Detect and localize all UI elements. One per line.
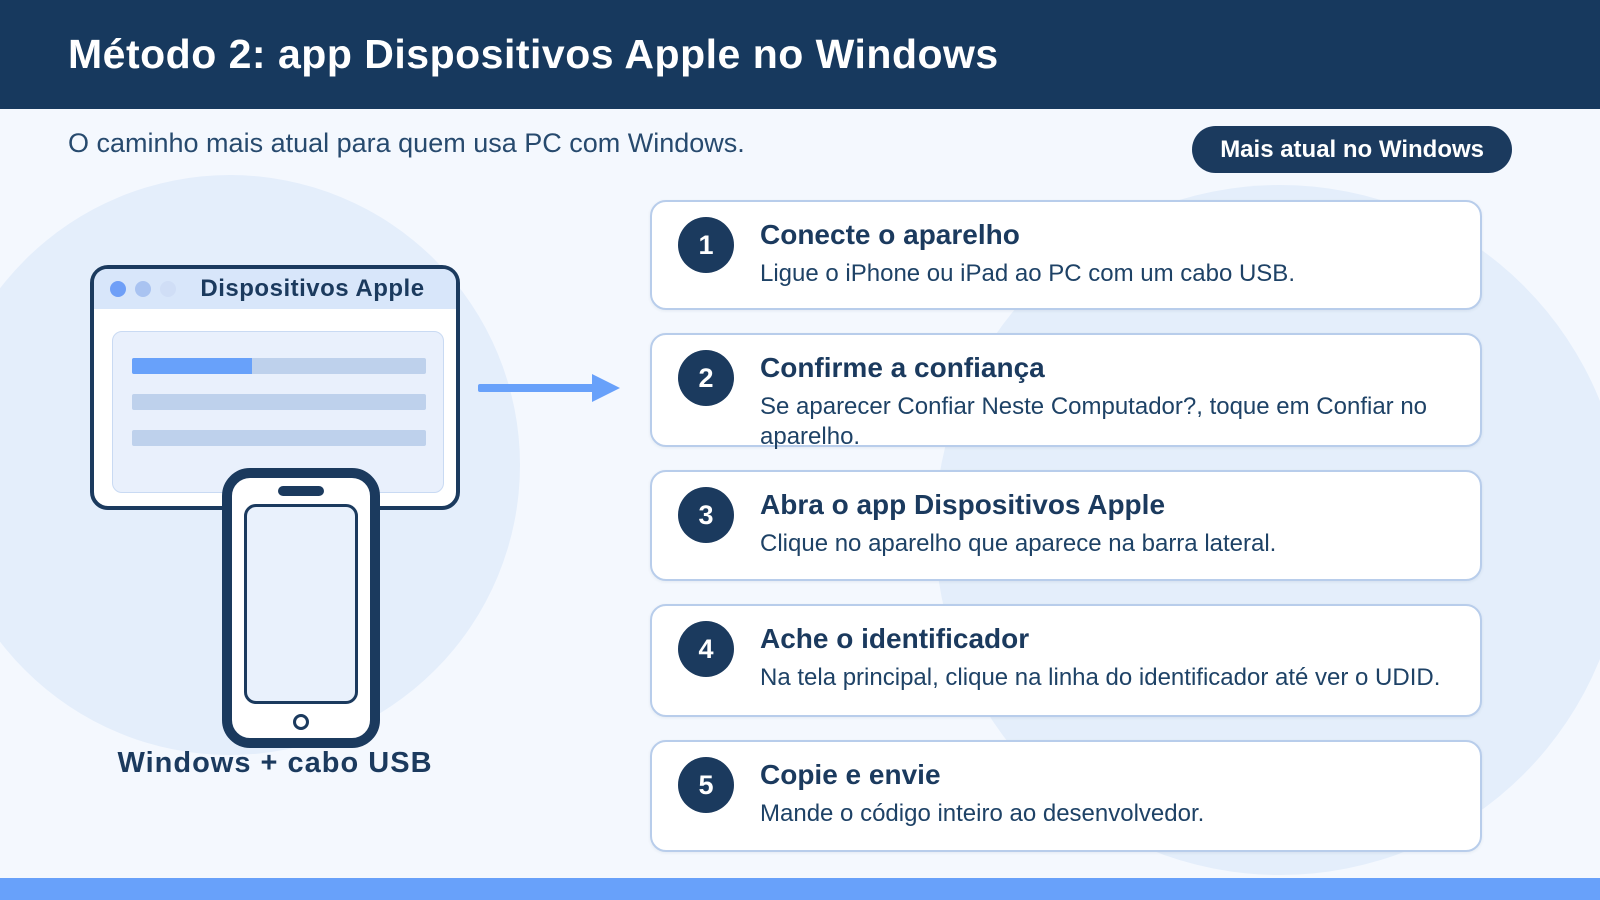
step-card-4	[650, 604, 1482, 717]
window-control-icon	[110, 281, 126, 297]
window-control-icon	[135, 281, 151, 297]
phone-home-button-icon	[293, 714, 309, 730]
step-description: Se aparecer Confiar Neste Computador?, toque em Confiar no aparelho.	[760, 393, 1428, 451]
step-number-badge: 2	[678, 350, 734, 406]
skeleton-text-bar	[132, 394, 426, 410]
step-title: Conecte o aparelho	[760, 219, 1020, 250]
step-title: Confirme a confiança	[760, 352, 1045, 383]
skeleton-progress-fill	[132, 358, 252, 374]
step-title: Abra o app Dispositivos Apple	[760, 489, 1166, 520]
skeleton-progress-bar	[132, 358, 426, 374]
illustration-caption: Windows + cabo USB	[117, 747, 433, 779]
status-badge: Mais atual no Windows	[1192, 126, 1512, 173]
step-number-badge: 1	[678, 217, 734, 273]
window-titlebar	[94, 269, 456, 309]
bottom-accent-strip	[0, 878, 1600, 900]
subtitle-text: O caminho mais atual para quem usa PC com Windows.	[68, 128, 745, 158]
window-control-icon	[160, 281, 176, 297]
step-description: Mande o código inteiro ao desenvolvedor.	[760, 800, 1205, 828]
step-card-3	[650, 470, 1482, 581]
phone-speaker-icon	[278, 486, 324, 496]
window-title: Dispositivos Apple	[200, 275, 425, 302]
page-title: Método 2: app Dispositivos Apple no Windows	[68, 31, 999, 77]
header-bar	[0, 0, 1600, 109]
flow-arrow-icon	[478, 374, 622, 402]
step-description: Ligue o iPhone ou iPad ao PC com um cabo USB.	[760, 260, 1295, 288]
step-number-badge: 5	[678, 757, 734, 813]
step-card-5	[650, 740, 1482, 852]
step-description: Na tela principal, clique na linha do identificador até ver o UDID.	[760, 664, 1441, 692]
step-title: Copie e envie	[760, 759, 941, 790]
step-card-2	[650, 333, 1482, 451]
step-description: Clique no aparelho que aparece na barra lateral.	[760, 530, 1277, 558]
skeleton-text-bar	[132, 430, 426, 446]
step-number-badge: 4	[678, 621, 734, 677]
phone-illustration	[222, 468, 380, 748]
step-card-1	[650, 200, 1482, 310]
phone-screen	[244, 504, 358, 704]
step-title: Ache o identificador	[760, 623, 1030, 654]
step-number-badge: 3	[678, 487, 734, 543]
